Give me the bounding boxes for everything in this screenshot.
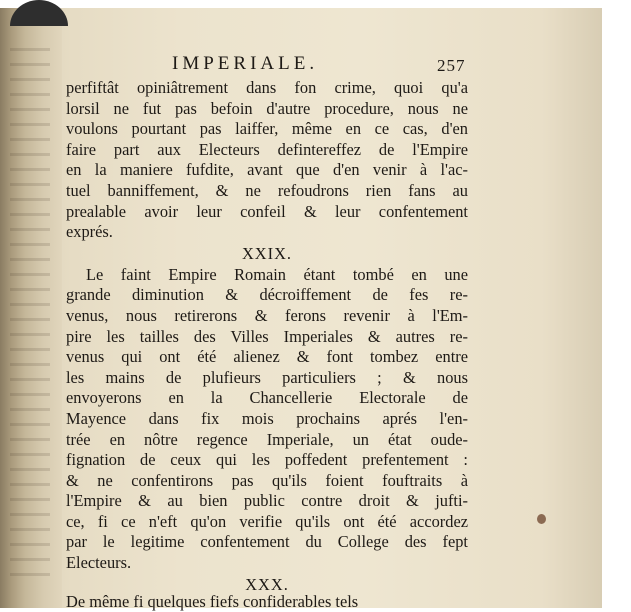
facing-page-margin [0, 8, 62, 608]
text-line: grande diminution & décroiffement de fes re- [66, 285, 468, 305]
paper-stain [537, 514, 546, 524]
text-line: envoyerons en la Chancellerie Electorale de [66, 388, 468, 408]
section-heading-xxx: XXX. [245, 574, 289, 594]
text-line: & ne confentirons pas qu'ils foient fouftraits à [66, 470, 468, 490]
text-line: en la maniere fufdite, avant que d'en venir à l'ac- [66, 160, 468, 180]
text-line: prealable avoir leur confeil & leur confentement [66, 201, 468, 221]
page-number: 257 [437, 56, 466, 75]
text-line: perfiftât opiniâtrement dans fon crime, quoi qu'a [66, 78, 468, 97]
body-text [66, 78, 468, 596]
section-heading-xxix: XXIX. [241, 243, 293, 263]
cut-off-line [66, 592, 466, 600]
text-line: Mayence dans fix mois prochains aprés l'en- [66, 408, 468, 428]
text-line: les mains de plufieurs particuliers ; & nous [66, 367, 468, 387]
text-line: voulons pourtant pas laiffer, même en ce cas, d'en [66, 119, 468, 139]
text-line: lorsil ne fut pas befoin d'autre procedure, nous ne [66, 98, 468, 118]
text-line: par le legitime confentement du College des fept [66, 532, 468, 552]
text-line: venus, nous retirerons & ferons revenir à l'Em- [66, 305, 468, 325]
text-line: Le faint Empire Romain étant tombé en une [86, 264, 468, 284]
text-line: faire part aux Electeurs defintereffez de l'Empire [66, 139, 468, 159]
text-line: venus qui ont été alienez & font tombez entre [66, 347, 468, 367]
text-line: trée en nôtre regence Imperiale, un état oude- [66, 429, 468, 449]
text-line: tuel banniffement, & ne refoudrons rien fans au [66, 180, 468, 200]
text-line: l'Empire & au bien public contre droit & jufti- [66, 491, 468, 511]
text-line: pire les tailles des Villes Imperiales & autres re- [66, 326, 468, 346]
running-head: IMPERIALE. [172, 53, 319, 74]
text-line: ce, fi ce n'eft qu'on verifie qu'ils ont été accordez [66, 511, 468, 531]
text-line: exprés. [66, 222, 113, 242]
text-line: fignation de ceux qui les poffedent prefentement : [66, 450, 468, 470]
text-line: Electeurs. [66, 553, 132, 573]
book-binding-shadow [10, 0, 68, 26]
